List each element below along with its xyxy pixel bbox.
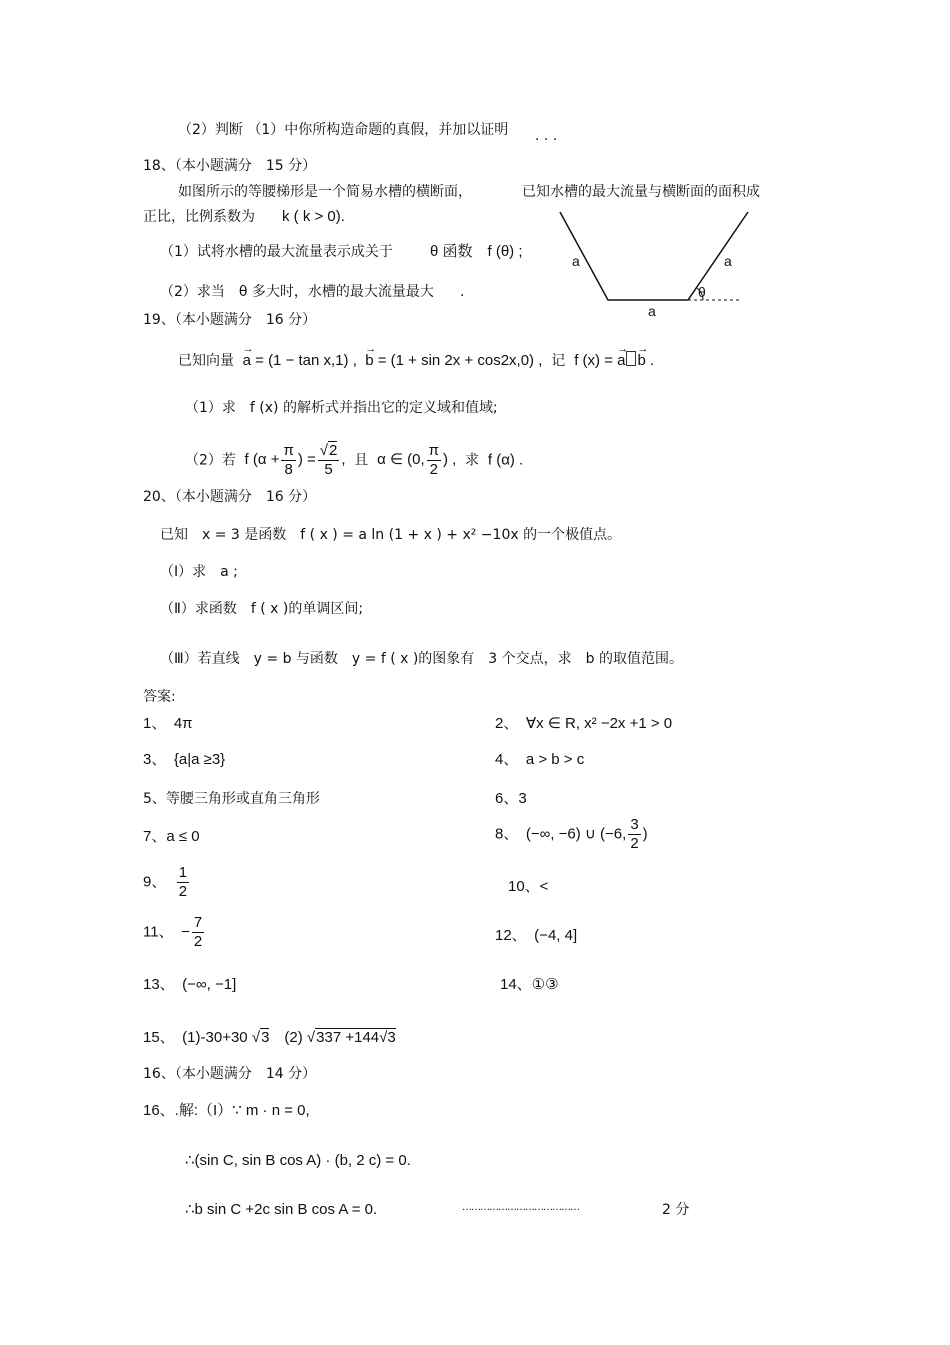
answer-4: 4、 a > b > c: [495, 751, 585, 768]
answer-16-step1: 16、.解:（I）∵ m · n = 0,: [143, 1102, 310, 1119]
emphasis-dots: . . .: [535, 128, 558, 144]
answer-1: 1、 4π: [143, 715, 193, 732]
q20-part2: （Ⅱ）求函数 f ( x )的单调区间;: [160, 601, 364, 617]
q19-part2-math: f (α + $\frac{\pi}{8}$ ) = $\frac{√2}{5}$ ,: [240, 442, 350, 478]
answer-8: 8、 (−∞, −6) ∪ (−6, $\frac{3}{2}$ ): [495, 816, 648, 852]
answer-9: 9、 $\frac{1}{2}$: [143, 864, 188, 900]
answer-16-step2: ∴(sin C, sin B cos A) · (b, 2 c) = 0.: [185, 1152, 411, 1169]
answer-7: 7、a ≤ 0: [143, 828, 200, 845]
q19-given-label: 已知向量: [178, 353, 234, 369]
q20-given: 已知 x = 3 是函数 f ( x ) = a ln (1 + x ) + x² −10x 的一个极值点。: [160, 527, 622, 543]
q18-text-a: 如图所示的等腰梯形是一个简易水槽的横断面，: [178, 184, 472, 200]
label-angle-theta: θ: [698, 284, 706, 300]
q19-heading: 19、（本小题满分 16 分）: [143, 312, 317, 328]
q18-text-b: 已知水槽的最大流量与横断面的面积成: [522, 184, 760, 200]
answer-16-dots: …………………………………: [462, 1202, 579, 1213]
answer-2: 2、 ∀x ∈ R, x² −2x +1 > 0: [495, 715, 673, 732]
q18-part2-period: .: [460, 284, 465, 300]
q18-part2: （2）求当 θ 多大时，水槽的最大流量最大: [160, 284, 434, 300]
trapezoid-outline: [560, 212, 748, 300]
prev-problem-part2: （2）判断 （1）中你所构造命题的真假，并加以证明: [178, 122, 509, 138]
q18-part1-math: θ 函数 f (θ) ;: [430, 243, 523, 260]
q20-part1: （Ⅰ）求 a ;: [160, 564, 238, 580]
answer-16-step3: ∴b sin C +2c sin B cos A = 0.: [185, 1201, 378, 1218]
q19-given: [178, 351, 654, 370]
q18-text-c: 正比，比例系数为: [143, 209, 255, 225]
q18-text-c-math: k ( k > 0).: [282, 208, 345, 225]
label-right-side: a: [724, 253, 732, 269]
answer-3: 3、 {a|a ≥3}: [143, 751, 226, 768]
q20-heading: 20、（本小题满分 16 分）: [143, 489, 317, 505]
label-left-side: a: [572, 253, 580, 269]
label-base: a: [648, 303, 656, 319]
answer-13: 13、 (−∞, −1]: [143, 976, 237, 993]
answer-14: 14、①③: [500, 976, 559, 993]
answer-15: 15、 (1)-30+30 √3 (2) √337 +144√3: [143, 1029, 396, 1046]
q19-part2-label: （2）若: [185, 452, 236, 469]
answer-12: 12、 (−4, 4]: [495, 927, 578, 944]
q19-part2: （2）若 f (α + $\frac{\pi}{8}$ ) = $\frac{√2}{5}$ , 且 α ∈ (0, $\frac{\pi}{2}$ ) , 求 f (α) .: [185, 442, 524, 478]
q18-part1: （1）试将水槽的最大流量表示成关于: [160, 244, 393, 260]
answer-16-heading: 16、（本小题满分 14 分）: [143, 1066, 317, 1082]
answer-16-score: 2 分: [662, 1202, 690, 1218]
q19-fx-def: f (x) = → a→ b .: [574, 352, 654, 369]
q19-part1: （1）求 f (x) 的解析式并指出它的定义域和值域;: [185, 400, 498, 416]
q18-heading: 18、（本小题满分 15 分）: [143, 158, 317, 174]
q19-vector-a: → a = (1 − tan x,1) , → b = (1 + sin 2x + cos2x,0) ,: [238, 352, 542, 369]
trapezoid-figure: [550, 200, 760, 325]
answer-6: 6、3: [495, 790, 527, 807]
answers-heading: 答案:: [143, 689, 176, 705]
answer-5: 5、等腰三角形或直角三角形: [143, 791, 320, 807]
q19-define: 记: [546, 353, 570, 369]
answer-11: 11、 − $\frac{7}{2}$: [143, 914, 203, 950]
answer-10: 10、<: [508, 878, 549, 895]
q20-part3: （Ⅲ）若直线 y = b 与函数 y = f ( x )的图象有 3 个交点，求 b 的取值范围。: [160, 651, 684, 667]
